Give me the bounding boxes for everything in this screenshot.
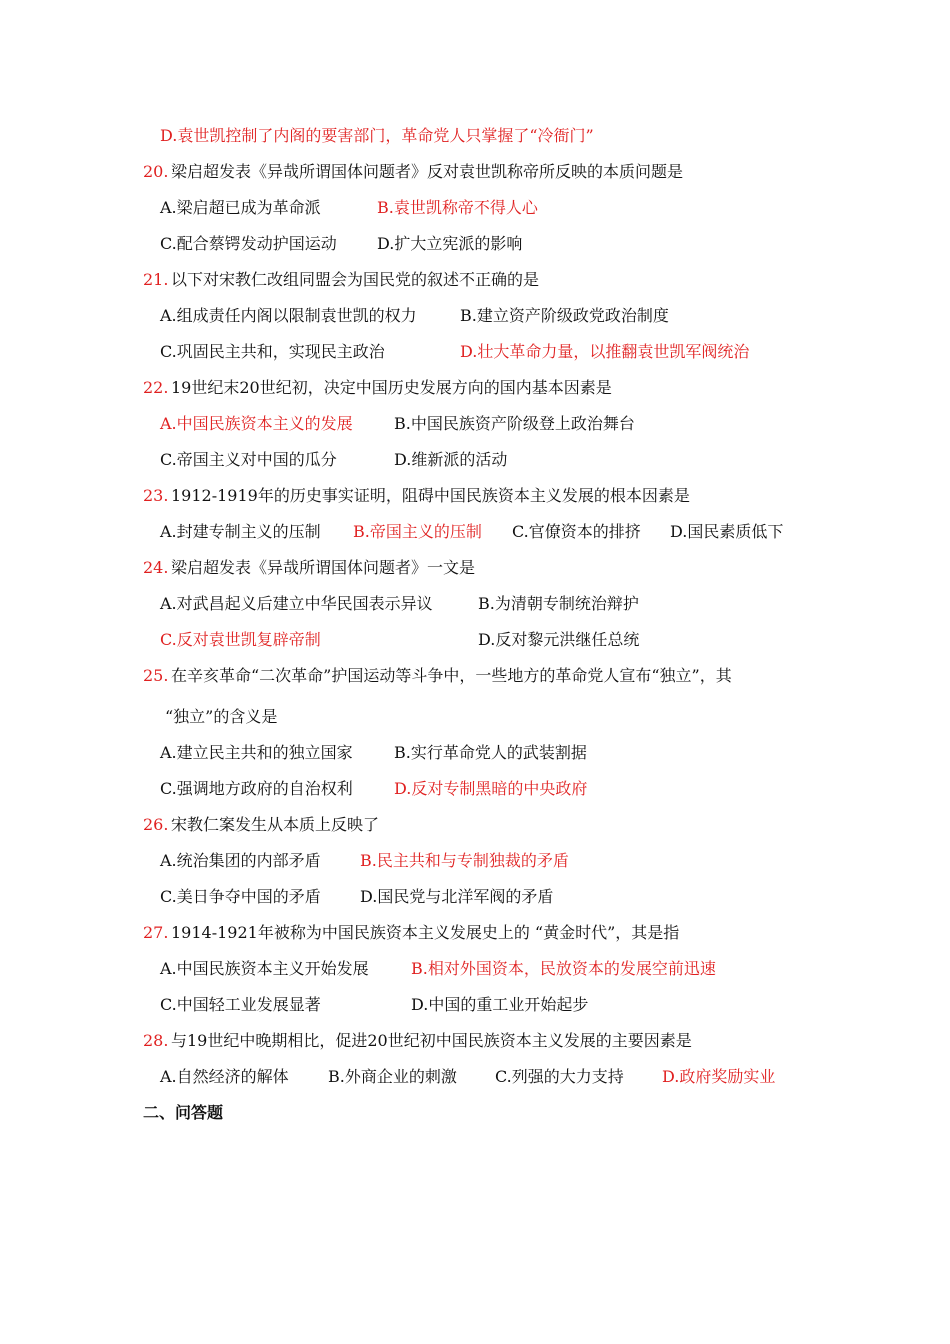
text-line: 梁启超发表《异哉所谓国体问题者》一文是 [171, 558, 476, 577]
text-line: C.强调地方政府的自治权利 [160, 779, 353, 798]
question-number: 28. [143, 1031, 169, 1050]
text-line: 宋教仁案发生从本质上反映了 [171, 815, 380, 834]
text-line: A.对武昌起义后建立中华民国表示异议 [160, 594, 433, 613]
answer-option-highlighted: B.相对外国资本，民放资本的发展空前迅速 [411, 959, 716, 978]
text-line: C.配合蔡锷发动护国运动 [160, 234, 337, 253]
text-line: B.为清朝专制统治辩护 [478, 594, 639, 613]
text-line: B.中国民族资产阶级登上政治舞台 [394, 414, 635, 433]
answer-option-highlighted: B.民主共和与专制独裁的矛盾 [360, 851, 569, 870]
answer-option-highlighted: B.袁世凯称帝不得人心 [377, 198, 538, 217]
text-line: A.梁启超已成为革命派 [160, 198, 321, 217]
question-number: 25. [143, 666, 169, 685]
text-line: C.巩固民主共和，实现民主政治 [160, 342, 385, 361]
text-line: B.建立资产阶级政党政治制度 [460, 306, 669, 325]
text-line: C.中国轻工业发展显著 [160, 995, 321, 1014]
question-number: 22. [143, 378, 169, 397]
text-line: D.中国的重工业开始起步 [411, 995, 589, 1014]
text-line: 与19世纪中晚期相比，促进20世纪初中国民族资本主义发展的主要因素是 [171, 1031, 692, 1050]
question-number: 21. [143, 270, 169, 289]
text-line: C.列强的大力支持 [495, 1067, 624, 1086]
text-line: 在辛亥革命“二次革命”护国运动等斗争中，一些地方的革命党人宣布“独立”，其 [171, 666, 732, 685]
question-number: 26. [143, 815, 169, 834]
text-line: D.国民素质低下 [670, 522, 784, 541]
answer-option-highlighted: A.中国民族资本主义的发展 [160, 414, 353, 433]
text-line: 以下对宋教仁改组同盟会为国民党的叙述不正确的是 [171, 270, 540, 289]
question-number: 20. [143, 162, 169, 181]
text-line: A.组成责任内阁以限制袁世凯的权力 [160, 306, 417, 325]
text-line: “独立”的含义是 [165, 707, 278, 726]
answer-option-highlighted: C.反对袁世凯复辟帝制 [160, 630, 321, 649]
text-line: 1912-1919年的历史事实证明，阻碍中国民族资本主义发展的根本因素是 [171, 486, 690, 505]
text-line: B.实行革命党人的武装割据 [394, 743, 587, 762]
text-line: 19世纪末20世纪初，决定中国历史发展方向的国内基本因素是 [171, 378, 612, 397]
text-line: C.帝国主义对中国的瓜分 [160, 450, 337, 469]
answer-option-highlighted: B.帝国主义的压制 [353, 522, 482, 541]
section-heading: 二、问答题 [143, 1103, 224, 1122]
text-line: A.自然经济的解体 [160, 1067, 289, 1086]
answer-option-highlighted: D.袁世凯控制了内阁的要害部门，革命党人只掌握了“冷衙门” [160, 126, 594, 145]
question-number: 23. [143, 486, 169, 505]
text-line: 1914-1921年被称为中国民族资本主义发展史上的 “黄金时代”，其是指 [171, 923, 680, 942]
text-line: 梁启超发表《异哉所谓国体问题者》反对袁世凯称帝所反映的本质问题是 [171, 162, 684, 181]
text-line: C.官僚资本的排挤 [512, 522, 641, 541]
text-line: D.反对黎元洪继任总统 [478, 630, 640, 649]
text-line: D.国民党与北洋军阀的矛盾 [360, 887, 554, 906]
text-line: D.维新派的活动 [394, 450, 508, 469]
answer-option-highlighted: D.反对专制黑暗的中央政府 [394, 779, 588, 798]
text-line: D.扩大立宪派的影响 [377, 234, 523, 253]
text-line: A.统治集团的内部矛盾 [160, 851, 321, 870]
question-number: 27. [143, 923, 169, 942]
text-line: A.中国民族资本主义开始发展 [160, 959, 369, 978]
text-line: A.封建专制主义的压制 [160, 522, 321, 541]
text-line: B.外商企业的刺激 [328, 1067, 457, 1086]
answer-option-highlighted: D.壮大革命力量，以推翻袁世凯军阀统治 [460, 342, 750, 361]
answer-option-highlighted: D.政府奖励实业 [662, 1067, 776, 1086]
text-line: A.建立民主共和的独立国家 [160, 743, 353, 762]
question-number: 24. [143, 558, 169, 577]
text-line: C.美日争夺中国的矛盾 [160, 887, 321, 906]
